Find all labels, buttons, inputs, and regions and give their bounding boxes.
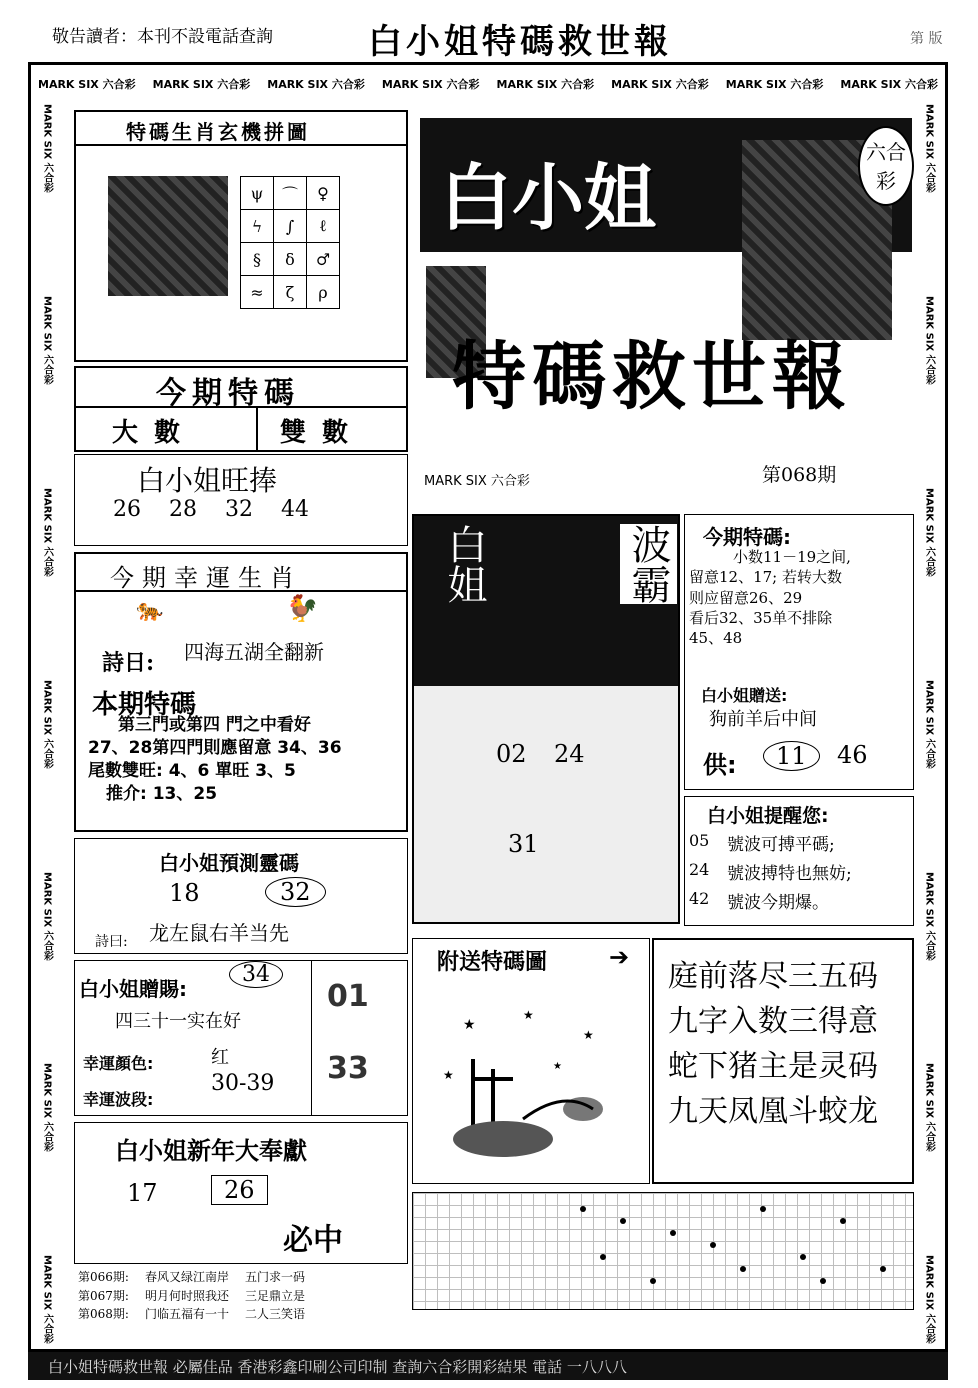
masthead-title: 白小姐特碼救世報 (368, 22, 672, 62)
period-line: 留意12、17; 若转大数 (689, 568, 842, 587)
svg-text:★: ★ (463, 1017, 476, 1033)
this-period-title: 今期特碼: (703, 525, 791, 549)
bobah-number: 31 (508, 830, 539, 858)
this-period-lines (689, 547, 851, 648)
color-label: 幸運顏色: (83, 1054, 154, 1073)
hero-badge: 六合彩 (858, 126, 914, 206)
history-line: 门临五福有一十 (144, 1307, 229, 1322)
period-title: 本期特碼 (92, 690, 197, 720)
bobah-number: 02 (496, 740, 527, 768)
brand-logo: MARK SIX 六合彩 (267, 78, 365, 91)
period-lines (88, 714, 342, 806)
issue-number: 第068期 (762, 464, 837, 486)
wave-label: 幸運波段: (83, 1090, 154, 1109)
reminder-box (684, 796, 914, 926)
forecast-title: 白小姐預測靈碼 (159, 851, 299, 875)
gift-label: 白小姐贈送: (701, 686, 788, 705)
brand-logo: MARK SIX 六合彩 (923, 1255, 935, 1344)
notice-text: 敬告讀者：本刊不設電話查詢 (52, 27, 273, 47)
supply-number: 46 (837, 741, 868, 769)
hero-name: 白小姐 (440, 155, 657, 240)
period-line: 第三門或第四 門之中看好 (118, 715, 311, 735)
period-line: 27、28第四門則應留意 34、36 (88, 737, 342, 758)
poem-text: 四海五湖全翻新 (184, 640, 324, 664)
puzzle-image (108, 176, 228, 296)
svg-text:★: ★ (523, 1008, 534, 1022)
gift-number: 34 (229, 961, 283, 988)
puzzle-box (74, 110, 408, 362)
history-issue: 第066期: (78, 1270, 129, 1284)
lucky-zodiac-box (74, 552, 408, 832)
supply-label: 供: (703, 751, 737, 779)
brand-logo: MARK SIX 六合彩 (923, 104, 935, 193)
period-line: 则应留意26、29 (689, 588, 803, 607)
history-issue: 第067期: (78, 1288, 129, 1303)
lucky-number: 28 (169, 497, 197, 522)
rooster-icon: 🐓 (286, 594, 319, 624)
gift-hint: 狗前羊后中间 (709, 709, 817, 730)
reminder-num: 24 (689, 859, 710, 879)
brand-logo: MARK SIX 六合彩 (923, 871, 935, 961)
period-line: 推介: 13、25 (106, 783, 218, 804)
forecast-poem-label: 詩曰: (95, 934, 128, 950)
forecast-number: 18 (169, 879, 200, 907)
side-number: 01 (327, 979, 369, 1014)
lucky-number: 26 (113, 497, 141, 522)
new-year-box (74, 1122, 408, 1264)
history-line: 三足鼎立是 (244, 1288, 305, 1303)
special-code-title: 今期特碼 (156, 376, 300, 411)
reminder-lines (727, 831, 852, 918)
poem4-lines (668, 954, 878, 1134)
special-code-box (74, 366, 408, 452)
brand-logo: MARK SIX 六合彩 (923, 679, 935, 769)
brand-logo: MARK SIX 六合彩 (41, 1063, 53, 1153)
results-grid (412, 1192, 914, 1310)
svg-text:★: ★ (553, 1061, 562, 1072)
reminder-title: 白小姐提醒您: (707, 805, 829, 827)
brand-logo: MARK SIX 六合彩 (41, 679, 53, 769)
brand-logo: MARK SIX 六合彩 (611, 78, 709, 91)
wangbang-title: 白小姐旺捧 (137, 464, 278, 497)
reminder-line: 號波今期爆。 (727, 892, 829, 913)
svg-text:★: ★ (583, 1028, 594, 1042)
brand-logo: MARK SIX 六合彩 (496, 78, 595, 91)
bobah-photo (414, 686, 678, 922)
puzzle-grid: ψ ⌒ ♀ ϟ ∫ ℓ § δ ♂ ≈ ζ ρ (240, 176, 340, 309)
brand-logo: MARK SIX 六合彩 (41, 1255, 53, 1344)
period-line: 小数11－19之间, (733, 548, 851, 566)
history-row (78, 1268, 408, 1287)
lucky-zodiac-title: 今期幸運生肖 (110, 564, 302, 592)
period-line: 看后32、35单不排除 (689, 608, 833, 627)
hero-brand: MARK SIX 六合彩 (424, 474, 530, 489)
lucky-number: 32 (225, 497, 253, 522)
forecast-box (74, 838, 408, 954)
poem4-line: 九天凤凰斗蛟龙 (668, 1094, 878, 1129)
forecast-poem: 龙左鼠右羊当先 (149, 921, 289, 945)
bobah-number: 24 (554, 740, 585, 768)
new-year-number: 17 (127, 1179, 158, 1207)
brand-logo: MARK SIX 六合彩 (840, 78, 938, 91)
brand-logo: MARK SIX 六合彩 (381, 78, 480, 91)
gift-box (74, 960, 408, 1116)
reminder-line: 號波可搏平碼; (727, 835, 835, 855)
results-dots (563, 1199, 913, 1307)
bobah-panel (412, 514, 680, 924)
gift-text: 四三十一实在好 (115, 1011, 241, 1032)
wangbang-box (74, 454, 408, 546)
reminder-line: 號波搏特也無妨; (727, 863, 852, 884)
brand-logo: MARK SIX 六合彩 (41, 295, 53, 385)
reminder-num: 05 (689, 831, 710, 850)
history-issue: 第068期: (78, 1307, 129, 1322)
history-line: 二人三笑语 (244, 1307, 305, 1322)
history-line: 明月何时照我还 (144, 1288, 229, 1303)
poem4-box (652, 938, 914, 1184)
svg-text:★: ★ (443, 1068, 454, 1082)
attached-box (412, 938, 650, 1184)
lucky-number: 44 (281, 497, 309, 522)
brand-logo: MARK SIX 六合彩 (152, 78, 251, 91)
this-period-box (684, 514, 914, 790)
wangbang-numbers (113, 497, 309, 522)
period-line: 45、48 (689, 629, 743, 647)
must-win-stamp: 必中 (283, 1223, 343, 1258)
brand-logo: MARK SIX 六合彩 (923, 295, 935, 385)
hero-paper-title: 特碼救世報 (452, 334, 852, 420)
brand-logo: MARK SIX 六合彩 (41, 871, 53, 961)
tiger-icon: 🐅 (136, 598, 164, 623)
history-line: 春风又绿江南岸 (144, 1270, 229, 1284)
attached-title: 附送特碼圖 (437, 950, 548, 975)
bobah-right: 波霸 (620, 524, 677, 604)
history-row (78, 1287, 408, 1306)
poem4-line: 庭前落尽三五码 (668, 959, 878, 994)
big-number-label: 大數 (112, 418, 197, 448)
page-number: 第 版 (910, 31, 943, 47)
brand-logo: MARK SIX 六合彩 (725, 78, 824, 91)
decor-illustration (433, 999, 629, 1167)
side-strip-right (916, 104, 942, 1344)
arrow-right-icon: ➔ (609, 943, 630, 971)
poem4-line: 蛇下猪主是灵码 (668, 1049, 878, 1084)
reminder-num: 42 (689, 888, 710, 908)
history-row (78, 1305, 408, 1324)
brand-logo: MARK SIX 六合彩 (923, 1063, 935, 1153)
side-strip-left (34, 104, 60, 1344)
brand-logo: MARK SIX 六合彩 (41, 104, 53, 193)
lucky-wave: 30-39 (211, 1071, 275, 1096)
supply-number: 11 (763, 741, 820, 771)
reminder-nums (689, 827, 709, 913)
new-year-number: 26 (211, 1175, 268, 1205)
poem-label: 詩日: (102, 650, 155, 676)
poem4-line: 九字入数三得意 (668, 1004, 878, 1039)
period-line: 尾數雙旺: 4、6 單旺 3、5 (88, 760, 296, 781)
side-number: 33 (327, 1051, 369, 1086)
footer-bar: 白小姐特碼救世報 必屬佳品 香港彩鑫印刷公司印制 查詢六合彩開彩結果 電話 一八八八 (28, 1352, 948, 1380)
forecast-number: 32 (265, 877, 326, 907)
brand-strip (38, 68, 938, 100)
history-line: 五门求一码 (244, 1270, 305, 1284)
brand-logo: MARK SIX 六合彩 (41, 487, 53, 577)
bobah-left: 白姐 (441, 524, 487, 604)
new-year-title: 白小姐新年大奉獻 (115, 1137, 307, 1165)
brand-logo: MARK SIX 六合彩 (923, 487, 935, 577)
puzzle-title: 特碼生肖玄機拼圖 (126, 120, 310, 144)
even-number-label: 雙數 (280, 418, 365, 448)
brand-logo: MARK SIX 六合彩 (38, 78, 136, 91)
gift-title: 白小姐贈賜: (79, 977, 187, 1001)
history-list (78, 1268, 408, 1324)
lucky-color: 红 (211, 1047, 229, 1068)
